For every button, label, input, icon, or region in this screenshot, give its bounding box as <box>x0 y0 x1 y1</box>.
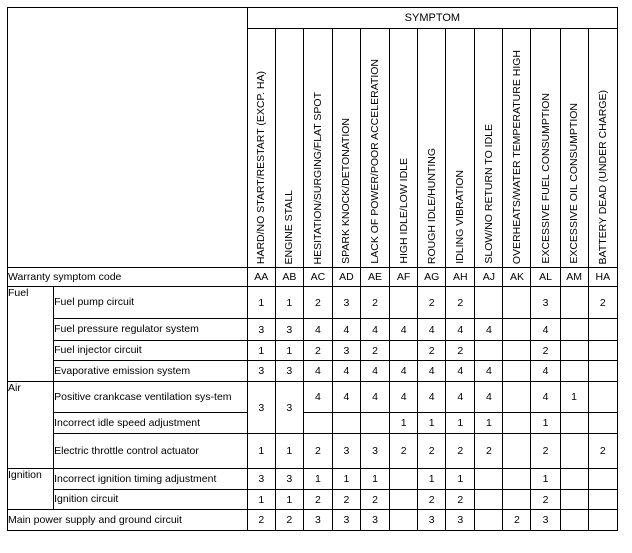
symptom-value: 2 <box>503 510 531 531</box>
symptom-value <box>503 361 531 382</box>
symptom-value: 1 <box>531 469 560 490</box>
table-row <box>8 413 618 434</box>
symptom-value: 4 <box>390 319 418 341</box>
symptom-value: 4 <box>303 382 332 413</box>
symptom-label: BATTERY DEAD (UNDER CHARGE) <box>596 89 609 264</box>
symptom-value: 4 <box>531 382 560 413</box>
diagnosis-table <box>7 7 618 531</box>
symptom-value: 4 <box>531 361 560 382</box>
symptom-value: 3 <box>446 510 475 531</box>
symptom-label: HIGH IDLE/LOW IDLE <box>397 158 410 264</box>
warranty-code: AG <box>418 268 446 287</box>
warranty-code: AF <box>390 268 418 287</box>
symptom-label: SLOW/NO RETURN TO IDLE <box>482 124 495 264</box>
row-label: Incorrect ignition timing adjustment <box>54 469 248 490</box>
table-row <box>8 361 618 382</box>
symptom-value: 1 <box>332 469 360 490</box>
symptom-value <box>390 287 418 319</box>
symptom-value: 3 <box>275 382 303 434</box>
warranty-code: AJ <box>475 268 503 287</box>
symptom-value: 2 <box>446 287 475 319</box>
symptom-label: IDLING VIBRATION <box>454 170 467 264</box>
warranty-code: AL <box>531 268 560 287</box>
symptom-column-header <box>303 29 332 268</box>
row-label: Main power supply and ground circuit <box>8 510 248 531</box>
symptom-value: 2 <box>531 490 560 510</box>
symptom-value: 1 <box>446 413 475 434</box>
symptom-value: 1 <box>531 413 560 434</box>
symptom-value: 2 <box>418 341 446 361</box>
table-row <box>8 490 618 510</box>
symptom-value: 2 <box>332 490 360 510</box>
corner-blank <box>8 8 248 268</box>
symptom-value: 3 <box>275 319 303 341</box>
symptom-value: 1 <box>275 434 303 469</box>
symptom-value <box>303 413 332 434</box>
symptom-column-header <box>275 29 303 268</box>
symptom-value <box>588 490 617 510</box>
symptom-column-header <box>390 29 418 268</box>
symptom-value: 1 <box>247 341 275 361</box>
symptom-value: 3 <box>247 319 275 341</box>
symptom-value: 1 <box>390 413 418 434</box>
symptom-value: 2 <box>475 434 503 469</box>
symptom-value <box>390 469 418 490</box>
symptom-label: EXCESSIVE OIL CONSUMPTION <box>568 103 581 264</box>
symptom-value: 2 <box>531 341 560 361</box>
symptom-value <box>560 510 588 531</box>
symptom-label: ROUGH IDLE/HUNTING <box>425 147 438 264</box>
symptom-value: 4 <box>418 361 446 382</box>
symptom-value: 4 <box>390 361 418 382</box>
warranty-code: AC <box>303 268 332 287</box>
symptom-value <box>560 434 588 469</box>
symptom-value: 2 <box>531 434 560 469</box>
symptom-value: 4 <box>446 361 475 382</box>
symptom-value: 1 <box>418 469 446 490</box>
symptom-value <box>503 413 531 434</box>
symptom-value: 4 <box>531 319 560 341</box>
warranty-code: AB <box>275 268 303 287</box>
symptom-value: 4 <box>332 382 360 413</box>
symptom-value: 3 <box>332 341 360 361</box>
warranty-code: AD <box>332 268 360 287</box>
symptom-value: 1 <box>303 469 332 490</box>
symptom-value: 4 <box>361 319 390 341</box>
symptom-value: 2 <box>303 434 332 469</box>
symptom-value <box>503 319 531 341</box>
symptom-value: 3 <box>303 510 332 531</box>
symptom-value <box>560 319 588 341</box>
symptom-value <box>588 361 617 382</box>
symptom-value: 4 <box>332 319 360 341</box>
symptom-column-header <box>531 29 560 268</box>
symptom-value: 4 <box>303 361 332 382</box>
symptom-label: LACK OF POWER/POOR ACCELERATION <box>369 59 382 264</box>
warranty-code: HA <box>588 268 617 287</box>
symptom-value <box>503 287 531 319</box>
symptom-label: HARD/NO START/RESTART (EXCP. HA) <box>255 70 268 264</box>
symptom-value: 3 <box>332 287 360 319</box>
symptom-value: 3 <box>361 434 390 469</box>
symptom-value <box>588 341 617 361</box>
symptom-value: 3 <box>531 287 560 319</box>
symptom-value: 1 <box>275 490 303 510</box>
symptom-value: 2 <box>390 434 418 469</box>
symptom-value <box>560 490 588 510</box>
symptom-value: 2 <box>361 287 390 319</box>
symptom-value: 3 <box>361 510 390 531</box>
symptom-value: 1 <box>560 382 588 413</box>
symptom-column-header <box>588 29 617 268</box>
symptom-value: 3 <box>332 434 360 469</box>
symptom-column-header <box>332 29 360 268</box>
symptom-value: 4 <box>361 382 390 413</box>
symptom-value <box>390 510 418 531</box>
symptom-value: 3 <box>275 469 303 490</box>
symptom-value <box>588 319 617 341</box>
row-label: Ignition circuit <box>54 490 248 510</box>
symptom-value <box>332 413 360 434</box>
symptom-value <box>560 287 588 319</box>
group-label: Air <box>8 382 54 469</box>
symptom-label: SPARK KNOCK/DETONATION <box>340 118 353 264</box>
symptom-value <box>361 413 390 434</box>
symptom-value <box>503 434 531 469</box>
symptom-value: 4 <box>446 382 475 413</box>
symptom-value: 4 <box>475 382 503 413</box>
group-label: Fuel <box>8 287 54 382</box>
symptom-value <box>390 490 418 510</box>
symptom-label: EXCESSIVE FUEL CONSUMPTION <box>539 93 552 264</box>
symptom-column-header <box>361 29 390 268</box>
symptom-value: 1 <box>475 413 503 434</box>
symptom-value <box>503 341 531 361</box>
symptom-value: 2 <box>303 341 332 361</box>
symptom-value <box>475 490 503 510</box>
symptom-value: 2 <box>446 490 475 510</box>
warranty-code: AK <box>503 268 531 287</box>
symptom-value: 1 <box>446 469 475 490</box>
table-row <box>8 382 618 413</box>
symptom-value <box>390 341 418 361</box>
row-label: Fuel pressure regulator system <box>54 319 248 341</box>
symptom-column-header <box>475 29 503 268</box>
warranty-code: AA <box>247 268 275 287</box>
symptom-column-header <box>418 29 446 268</box>
symptom-value: 2 <box>275 510 303 531</box>
symptom-value: 3 <box>247 469 275 490</box>
table-row <box>8 287 618 319</box>
symptom-value <box>588 413 617 434</box>
symptom-value: 1 <box>275 341 303 361</box>
warranty-code-label: Warranty symptom code <box>8 268 248 287</box>
symptom-column-header <box>446 29 475 268</box>
symptom-value: 4 <box>418 319 446 341</box>
table-row <box>8 434 618 469</box>
symptom-value <box>503 382 531 413</box>
symptom-value: 1 <box>247 434 275 469</box>
symptom-value: 3 <box>531 510 560 531</box>
symptom-value <box>588 510 617 531</box>
symptom-value <box>560 341 588 361</box>
symptom-value: 3 <box>275 361 303 382</box>
symptom-value <box>503 469 531 490</box>
symptom-value: 2 <box>588 434 617 469</box>
table-row <box>8 469 618 490</box>
symptom-value: 2 <box>418 490 446 510</box>
row-label: Positive crankcase ventilation sys-tem <box>54 382 248 413</box>
symptom-column-header <box>247 29 275 268</box>
symptom-value <box>588 382 617 413</box>
symptom-value: 4 <box>332 361 360 382</box>
row-label: Incorrect idle speed adjustment <box>54 413 248 434</box>
symptom-value <box>560 469 588 490</box>
symptom-value: 3 <box>332 510 360 531</box>
symptom-value: 2 <box>247 510 275 531</box>
row-label: Electric throttle control actuator <box>54 434 248 469</box>
row-label: Fuel pump circuit <box>54 287 248 319</box>
symptom-column-header <box>560 29 588 268</box>
symptom-column-header <box>503 29 531 268</box>
symptom-value: 3 <box>247 361 275 382</box>
warranty-code: AH <box>446 268 475 287</box>
symptom-value: 4 <box>475 319 503 341</box>
symptom-value <box>560 361 588 382</box>
symptom-label: OVERHEATS/WATER TEMPERATURE HIGH <box>510 49 523 264</box>
symptom-value <box>475 469 503 490</box>
symptom-value: 4 <box>390 382 418 413</box>
symptom-value: 2 <box>418 287 446 319</box>
warranty-code-row <box>8 268 618 287</box>
row-label: Fuel injector circuit <box>54 341 248 361</box>
symptom-value: 3 <box>418 510 446 531</box>
table-row <box>8 510 618 531</box>
warranty-code: AE <box>361 268 390 287</box>
symptom-value <box>588 469 617 490</box>
symptom-value: 2 <box>446 341 475 361</box>
symptom-value: 2 <box>303 490 332 510</box>
group-label: Ignition <box>8 469 54 510</box>
symptom-value <box>475 287 503 319</box>
symptom-value <box>475 341 503 361</box>
symptom-value: 1 <box>418 413 446 434</box>
symptom-header: SYMPTOM <box>247 8 617 29</box>
table-row <box>8 341 618 361</box>
symptom-value <box>475 510 503 531</box>
symptom-value: 2 <box>303 287 332 319</box>
symptom-value: 4 <box>303 319 332 341</box>
symptom-label: ENGINE STALL <box>283 189 296 264</box>
symptom-value <box>503 490 531 510</box>
warranty-code: AM <box>560 268 588 287</box>
symptom-value: 2 <box>446 434 475 469</box>
symptom-value: 1 <box>361 469 390 490</box>
symptom-value: 4 <box>475 361 503 382</box>
symptom-value: 1 <box>275 287 303 319</box>
symptom-value: 2 <box>418 434 446 469</box>
row-label: Evaporative emission system <box>54 361 248 382</box>
table-row <box>8 319 618 341</box>
symptom-value: 1 <box>247 490 275 510</box>
symptom-value: 4 <box>446 319 475 341</box>
symptom-value: 2 <box>361 490 390 510</box>
symptom-value: 3 <box>247 382 275 434</box>
symptom-value: 4 <box>361 361 390 382</box>
symptom-label: HESITATION/SURGING/FLAT SPOT <box>311 91 324 264</box>
symptom-value: 1 <box>247 287 275 319</box>
symptom-value: 4 <box>418 382 446 413</box>
symptom-value <box>560 413 588 434</box>
symptom-value: 2 <box>588 287 617 319</box>
symptom-value: 2 <box>361 341 390 361</box>
